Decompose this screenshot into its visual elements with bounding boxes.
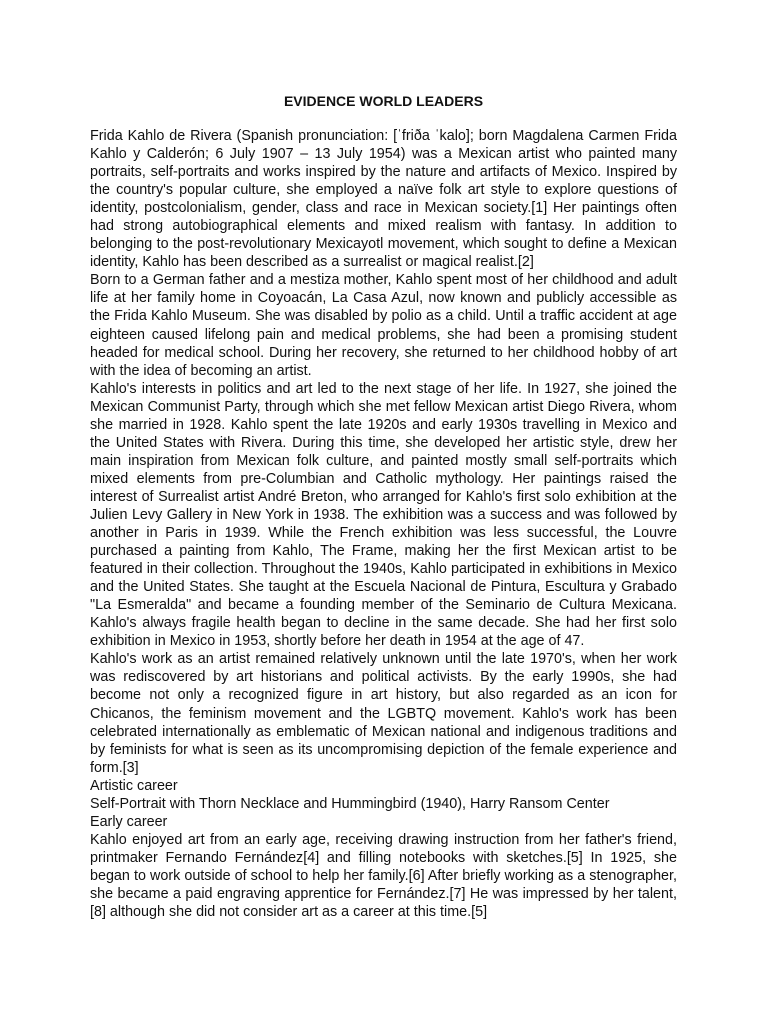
document-title: EVIDENCE WORLD LEADERS (283, 93, 484, 109)
section-heading: Artistic career (90, 777, 178, 794)
paragraph-early-career: Kahlo enjoyed art from an early age, receiving drawing instruction from her father's friend, printmaker Fernando Fernández[4] and filling notebooks with sketches.[5] In 1925, she began to work outside of school to help her family.[6] After briefly working as a stenographer, she became a paid engraving apprentice for Fernández.[7] He was impressed by her talent,[8] although she did not consider art as a career at this time.[5] (90, 831, 677, 921)
image-caption: Self-Portrait with Thorn Necklace and Hummingbird (1940), Harry Ransom Center (90, 795, 610, 812)
paragraph-politics-and-art: Kahlo's interests in politics and art led to the next stage of her life. In 1927, she joined the Mexican Communist Party, through which she met fellow Mexican artist Diego Rivera, whom she married in 1928. Kahlo spent the late 1920s and early 1930s travelling in Mexico and the United States with Rivera. During this time, she developed her artistic style, drew her main inspiration from Mexican folk culture, and painted mostly small self-portraits which mixed elements from pre-Columbian and Catholic mythology. Her paintings raised the interest of Surrealist artist André Breton, who arranged for Kahlo's first solo exhibition at the Julien Levy Gallery in New York in 1938. The exhibition was a success and was followed by another in Paris in 1939. While the French exhibition was less successful, the Louvre purchased a painting from Kahlo, The Frame, making her the first Mexican artist to be featured in their collection. Throughout the 1940s, Kahlo participated in exhibitions in Mexico and the United States. She taught at the Escuela Nacional de Pintura, Escultura y Grabado "La Esmeralda" and became a founding member of the Seminario de Cultura Mexicana. Kahlo's always fragile health began to decline in the same decade. She had her first solo exhibition in Mexico in 1953, shortly before her death in 1954 at the age of 47. (90, 380, 677, 650)
paragraph-intro: Frida Kahlo de Rivera (Spanish pronunciation: [ˈfriða ˈkalo]; born Magdalena Carmen Frida Kahlo y Calderón; 6 July 1907 – 13 July 1954) was a Mexican artist who painted many portraits, self-portraits and works inspired by the nature and artifacts of Mexico. Inspired by the country's popular culture, she employed a naïve folk art style to explore questions of identity, postcolonialism, gender, class and race in Mexican society.[1] Her paintings often had strong autobiographical elements and mixed realism with fantasy. In addition to belonging to the post-revolutionary Mexicayotl movement, which sought to define a Mexican identity, Kahlo has been described as a surrealist or magical realist.[2] (90, 128, 677, 271)
subsection-heading: Early career (90, 813, 168, 830)
document-page (90, 92, 677, 921)
paragraph-childhood: Born to a German father and a mestiza mother, Kahlo spent most of her childhood and adult life at her family home in Coyoacán, La Casa Azul, now known and publicly accessible as the Frida Kahlo Museum. She was disabled by polio as a child. Until a traffic accident at age eighteen caused lifelong pain and medical problems, she had been a promising student headed for medical school. During her recovery, she returned to her childhood hobby of art with the idea of becoming an artist. (90, 272, 677, 379)
paragraph-legacy: Kahlo's work as an artist remained relatively unknown until the late 1970's, when her work was rediscovered by art historians and political activists. By the early 1990s, she had become not only a recognized figure in art history, but also regarded as an icon for Chicanos, the feminism movement and the LGBTQ movement. Kahlo's work has been celebrated internationally as emblematic of Mexican national and indigenous traditions and by feminists for what is seen as its uncompromising depiction of the female experience and form.[3] (90, 651, 677, 776)
